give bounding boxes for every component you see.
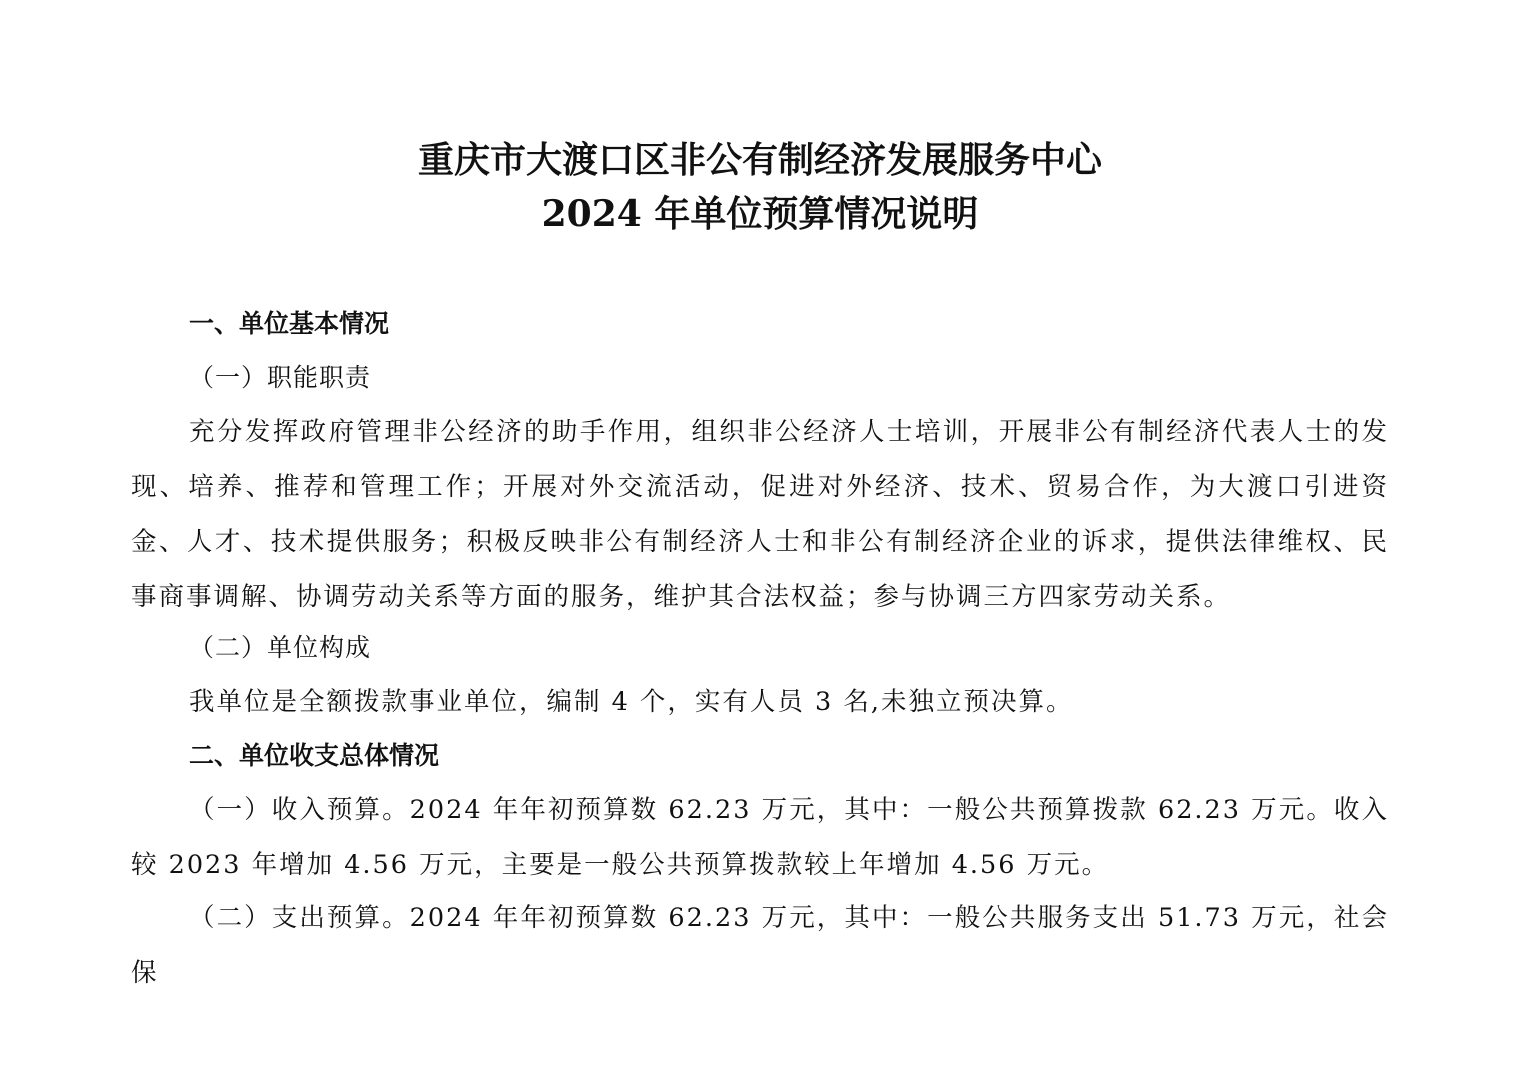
section1-sub2-heading: （二）单位构成 — [189, 633, 372, 662]
section1-sub2-paragraph: 我单位是全额拨款事业单位，编制 4 个，实有人员 3 名,未独立预决算。 — [189, 687, 1074, 717]
section1-heading: 一、单位基本情况 — [189, 309, 390, 338]
document-title-line2: 2024 年单位预算情况说明 — [541, 193, 979, 235]
section2-income-paragraph: （一）收入预算。2024 年年初预算数 62.23 万元，其中：一般公共预算拨款 62.23 万元。收入较 2023 年增加 4.56 万元，主要是一般公共预算拨款较上年增加 4.56 万元。 — [131, 795, 1389, 880]
section1-sub1-paragraph: 充分发挥政府管理非公经济的助手作用，组织非公经济人士培训，开展非公有制经济代表人士的发现、培养、推荐和管理工作；开展对外交流活动，促进对外经济、技术、贸易合作，为大渡口引进资金、人才、技术提供服务；积极反映非公有制经济人士和非公有制经济企业的诉求，提供法律维权、民事商事调解、协调劳动关系等方面的服务，维护其合法权益；参与协调三方四家劳动关系。 — [131, 417, 1389, 612]
document-title-line1: 重庆市大渡口区非公有制经济发展服务中心 — [417, 139, 1102, 181]
section2-expense-paragraph: （二）支出预算。2024 年年初预算数 62.23 万元，其中：一般公共服务支出 51.73 万元，社会保 — [131, 903, 1389, 988]
section2-heading: 二、单位收支总体情况 — [189, 741, 440, 770]
section1-sub1-heading: （一）职能职责 — [189, 363, 372, 392]
